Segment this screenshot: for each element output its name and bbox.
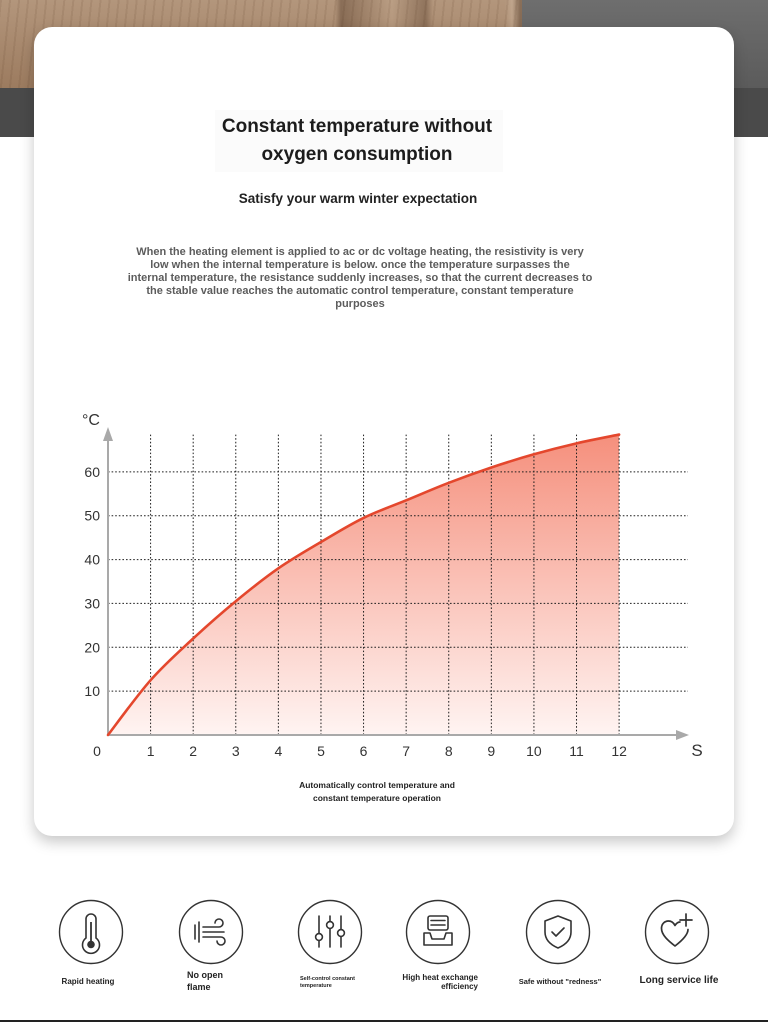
y-tick-label: 30 (84, 595, 100, 612)
x-tick-label: 0 (93, 743, 101, 759)
description-line: When the heating element is applied to ac or dc voltage heating, the resistivity is very (136, 246, 584, 258)
x-tick-label: 9 (487, 743, 496, 759)
thermometer-icon (58, 899, 124, 965)
x-tick-label: 3 (231, 743, 240, 759)
feature-label-line: efficiency (441, 982, 478, 991)
feature-label-line: flame (187, 982, 211, 992)
x-tick-label: 5 (317, 743, 325, 759)
wind-icon (178, 899, 244, 965)
x-tick-label: 11 (569, 743, 584, 759)
y-tick-label: 50 (84, 507, 100, 524)
feature-label-self-control (300, 976, 355, 990)
y-tick-label: 20 (84, 639, 100, 656)
feature-label-line: Long service life (639, 975, 719, 986)
feature-label-line: No open (187, 970, 223, 980)
x-axis-label: S (691, 741, 703, 760)
feature-label-heat-exchange (378, 973, 478, 991)
description-line: internal temperature, the resistance suddenly increases, so that the current decreases to (127, 272, 593, 284)
x-tick-label: 2 (189, 743, 198, 759)
x-tick-label: 7 (402, 743, 411, 759)
chart-caption (227, 779, 527, 805)
feature-label-long-life (619, 975, 739, 987)
x-tick-label: 1 (146, 743, 155, 759)
page-title-line-2: oxygen consumption (261, 144, 453, 165)
shield-check-icon (525, 899, 591, 965)
x-tick-label: 12 (611, 743, 627, 759)
x-tick-label: 10 (526, 743, 542, 759)
sliders-icon (297, 899, 363, 965)
description-paragraph (60, 246, 660, 311)
y-tick-label: 10 (84, 683, 100, 700)
chart-caption-line: Automatically control temperature and (299, 780, 455, 790)
feature-label-rapid-heating (38, 976, 138, 988)
page-title-line-1: Constant temperature without (221, 116, 493, 137)
x-tick-label: 4 (274, 743, 283, 759)
area-fill (108, 435, 619, 735)
y-tick-label: 40 (84, 551, 100, 568)
x-tick-label: 8 (444, 743, 453, 759)
y-tick-label: 60 (84, 463, 100, 480)
layers-tray-icon (405, 899, 471, 965)
description-line: the stable value reaches the automatic control temperature, constant temperature (146, 285, 574, 297)
chart-caption-line: constant temperature operation (313, 793, 441, 803)
description-line: low when the internal temperature is below. once the temperature surpasses the (150, 259, 570, 271)
temperature-chart (60, 400, 720, 780)
y-axis-label: °C (82, 412, 100, 429)
description-line: purposes (335, 298, 385, 310)
y-axis-arrow (103, 427, 113, 441)
feature-label-safe (510, 977, 610, 987)
feature-label-line: Safe without "redness" (518, 977, 602, 986)
feature-label-line: High heat exchange (402, 973, 478, 982)
heart-plus-icon (644, 899, 710, 965)
feature-label-no-open-flame (187, 969, 223, 993)
x-axis-arrow (676, 730, 689, 740)
x-tick-label: 6 (359, 743, 368, 759)
feature-label-line: Self-control constant (300, 976, 356, 982)
feature-label-line: Rapid heating (61, 977, 115, 986)
bottom-divider (0, 1020, 768, 1022)
feature-label-line: temperature (300, 983, 332, 989)
page-subtitle: Satisfy your warm winter expectation (238, 191, 478, 206)
